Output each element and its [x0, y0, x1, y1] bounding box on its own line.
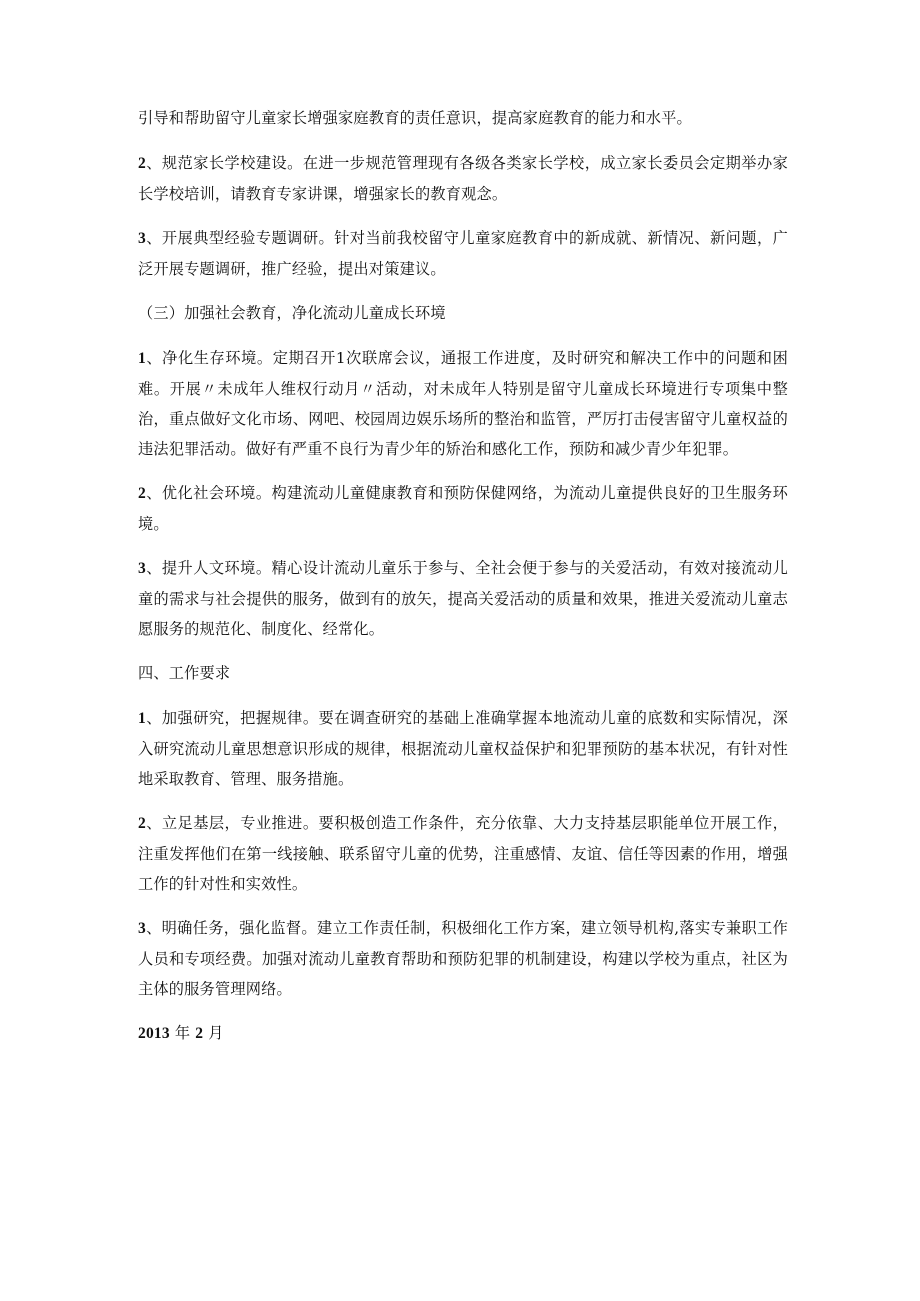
paragraph [138, 343, 788, 464]
heading-text: 四、工作要求 [138, 664, 231, 682]
paragraph [138, 553, 788, 644]
paragraph-text: 、加强研究，把握规律。要在调查研究的基础上准确掌握本地流动儿童的底数和实际情况，深入研究流动儿童思想意识形成的规律，根据流动儿童权益保护和犯罪预防的基本状况，有针对性地采取教育、管理、服务措施。 [138, 709, 788, 788]
document-date [138, 1018, 788, 1049]
item-number: 2 [138, 155, 146, 172]
date-year-unit: 年 [174, 1024, 191, 1042]
paragraph [138, 478, 788, 539]
paragraph [138, 148, 788, 209]
section-heading [138, 658, 788, 689]
paragraph-text: 、规范家长学校建设。在进一步规范管理现有各级各类家长学校，成立家长委员会定期举办家长学校培训，请教育专家讲课，增强家长的教育观念。 [138, 154, 788, 203]
paragraph [138, 223, 788, 284]
item-number: 1 [138, 350, 146, 367]
date-month: 2 [195, 1025, 204, 1042]
paragraph [138, 808, 788, 899]
heading-text: （三）加强社会教育，净化流动儿童成长环境 [138, 304, 446, 322]
item-number: 3 [138, 560, 146, 577]
paragraph-text: 引导和帮助留守儿童家长增强家庭教育的责任意识，提高家庭教育的能力和水平。 [138, 109, 692, 127]
item-number: 2 [138, 485, 146, 502]
paragraph-text: 、优化社会环境。构建流动儿童健康教育和预防保健网络，为流动儿童提供良好的卫生服务环境。 [138, 484, 788, 533]
date-year: 2013 [138, 1025, 170, 1042]
paragraph [138, 913, 788, 1004]
item-number: 1 [138, 710, 146, 727]
paragraph-text: 、明确任务，强化监督。建立工作责任制，积极细化工作方案，建立领导机构,落实专兼职工作人员和专项经费。加强对流动儿童教育帮助和预防犯罪的机制建设，构建以学校为重点，社区为主体的服务管理网络。 [138, 919, 788, 998]
item-number: 3 [138, 230, 146, 247]
paragraph-text: 、立足基层，专业推进。要积极创造工作条件，充分依靠、大力支持基层职能单位开展工作，注重发挥他们在第一线接触、联系留守儿童的优势，注重感情、友谊、信任等因素的作用，增强工作的针对性和实效性。 [138, 814, 788, 893]
item-number: 3 [138, 920, 146, 937]
paragraph-text: 、净化生存环境。定期召开1次联席会议，通报工作进度，及时研究和解决工作中的问题和困难。开展〃未成年人维权行动月〃活动，对未成年人特别是留守儿童成长环境进行专项集中整治，重点做好文化市场、网吧、校园周边娱乐场所的整治和监管，严厉打击侵害留守儿童权益的违法犯罪活动。做好有严重不良行为青少年的矫治和感化工作，预防和减少青少年犯罪。 [138, 349, 788, 458]
paragraph-text: 、开展典型经验专题调研。针对当前我校留守儿童家庭教育中的新成就、新情况、新问题，广泛开展专题调研，推广经验，提出对策建议。 [138, 229, 788, 278]
paragraph [138, 703, 788, 794]
paragraph [138, 103, 788, 134]
date-month-unit: 月 [208, 1024, 224, 1042]
section-heading [138, 298, 788, 329]
document-body [138, 103, 788, 1063]
item-number: 2 [138, 815, 146, 832]
paragraph-text: 、提升人文环境。精心设计流动儿童乐于参与、全社会便于参与的关爱活动，有效对接流动儿童的需求与社会提供的服务，做到有的放矢，提高关爱活动的质量和效果，推进关爱流动儿童志愿服务的规范化、制度化、经常化。 [138, 559, 788, 638]
